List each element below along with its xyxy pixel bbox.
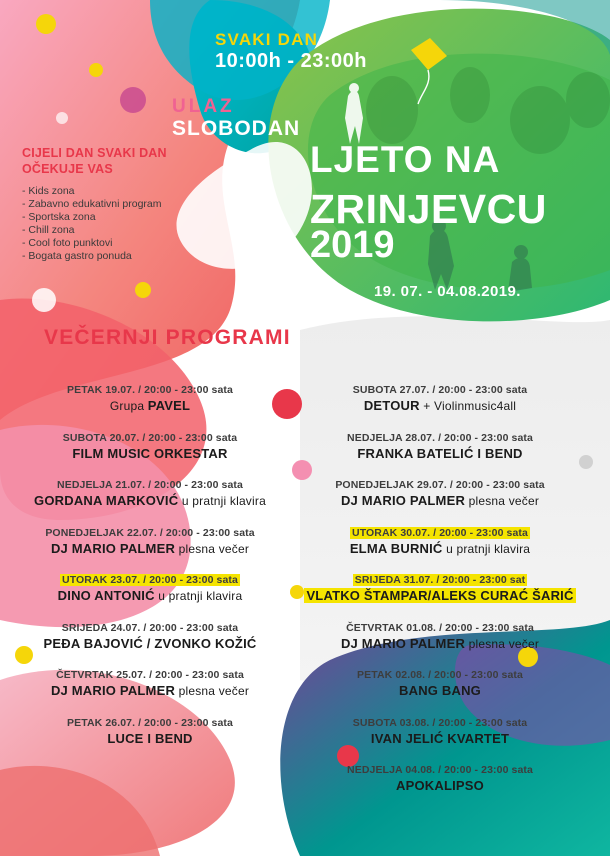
event-entry <box>270 668 610 699</box>
opening-hours: 10:00h - 23:00h <box>215 50 368 72</box>
zone-item: - Cool foto punktovi <box>22 237 113 249</box>
title-line1: LJETO NA <box>310 139 501 180</box>
svaki-dan-label: SVAKI DAN <box>215 30 319 49</box>
event-datetime: PONEDJELJAK 29.07. / 20:00 - 23:00 sata <box>335 479 545 491</box>
zone-item: - Kids zona <box>22 185 75 197</box>
event-performer: DINO ANTONIĆ u pratnji klavira <box>57 588 243 603</box>
event-entry <box>270 478 610 510</box>
event-entry <box>270 573 610 604</box>
zone-item: - Chill zona <box>22 224 75 236</box>
event-datetime: UTORAK 30.07. / 20:00 - 23:00 sata <box>352 526 528 539</box>
event-datetime: PETAK 19.07. / 20:00 - 23:00 sata <box>67 384 233 396</box>
title-year: 2019 <box>310 224 395 266</box>
event-performer: LUCE I BEND <box>107 730 193 746</box>
event-performer: APOKALIPSO <box>396 778 484 793</box>
event-entry <box>270 763 610 794</box>
event-datetime: SUBOTA 27.07. / 20:00 - 23:00 sata <box>352 384 528 396</box>
cijeli-dan-line2: OČEKUJE VAS <box>22 162 113 176</box>
event-datetime: SUBOTA 03.08. / 20:00 - 23:00 sata <box>352 716 528 729</box>
event-datetime: PONEDJELJAK 22.07. / 20:00 - 23:00 sata <box>45 526 255 539</box>
event-entry <box>270 383 610 415</box>
event-performer: DJ MARIO PALMER plesna večer <box>340 493 540 508</box>
event-entry <box>270 716 610 747</box>
event-performer: Grupa PAVEL <box>109 398 191 413</box>
date-range: 19. 07. - 04.08.2019. <box>374 283 521 300</box>
event-datetime: SRIJEDA 31.07. / 20:00 - 23:00 sat <box>354 574 526 586</box>
zone-item: - Zabavno edukativni program <box>22 198 162 210</box>
ulaz-label: ULAZ <box>172 96 235 117</box>
event-performer: FRANKA BATELIĆ I BEND <box>357 445 523 461</box>
event-performer: FILM MUSIC ORKESTAR <box>72 445 228 461</box>
event-performer: DJ MARIO PALMER plesna večer <box>340 635 540 651</box>
zone-item: - Sportska zona <box>22 211 96 223</box>
event-performer: DJ MARIO PALMER plesna večer <box>50 540 250 556</box>
event-datetime: PETAK 02.08. / 20:00 - 23:00 sata <box>357 669 523 681</box>
event-performer: DJ MARIO PALMER plesna večer <box>50 683 250 698</box>
event-datetime: UTORAK 23.07. / 20:00 - 23:00 sata <box>62 574 238 586</box>
event-datetime: ČETVRTAK 01.08. / 20:00 - 23:00 sata <box>346 621 534 634</box>
event-datetime: NEDJELJA 21.07. / 20:00 - 23:00 sata <box>57 479 243 491</box>
event-performer: GORDANA MARKOVIĆ u pratnji klavira <box>34 493 266 508</box>
event-performer: ELMA BURNIĆ u pratnji klavira <box>349 540 531 556</box>
event-entry <box>270 431 610 462</box>
event-datetime: NEDJELJA 28.07. / 20:00 - 23:00 sata <box>347 431 533 444</box>
slobodan-label: SLOBODAN <box>172 117 301 140</box>
event-datetime: SRIJEDA 24.07. / 20:00 - 23:00 sata <box>61 621 239 634</box>
event-datetime: NEDJELJA 04.08. / 20:00 - 23:00 sata <box>347 764 533 776</box>
event-performer: BANG BANG <box>399 683 481 698</box>
cijeli-dan-heading <box>22 145 167 177</box>
section-title: VEČERNJI PROGRAMI <box>44 326 291 349</box>
cijeli-dan-line1: CIJELI DAN SVAKI DAN <box>22 146 167 160</box>
event-entry <box>270 621 610 653</box>
event-datetime: ČETVRTAK 25.07. / 20:00 - 23:00 sata <box>56 669 244 681</box>
event-datetime: SUBOTA 20.07. / 20:00 - 23:00 sata <box>62 431 238 444</box>
zones-list <box>22 185 162 263</box>
event-performer: PEĐA BAJOVIĆ / ZVONKO KOŽIĆ <box>43 635 257 651</box>
event-performer: IVAN JELIĆ KVARTET <box>370 730 510 746</box>
event-performer: DETOUR + Violinmusic4all <box>363 398 517 413</box>
event-performer: VLATKO ŠTAMPAR/ALEKS CURAĆ ŠARIĆ <box>306 588 574 603</box>
event-entry <box>270 526 610 558</box>
title-line2: ZRINJEVCU <box>310 186 547 232</box>
zone-item: - Bogata gastro ponuda <box>22 250 132 262</box>
event-datetime: PETAK 26.07. / 20:00 - 23:00 sata <box>67 716 233 729</box>
